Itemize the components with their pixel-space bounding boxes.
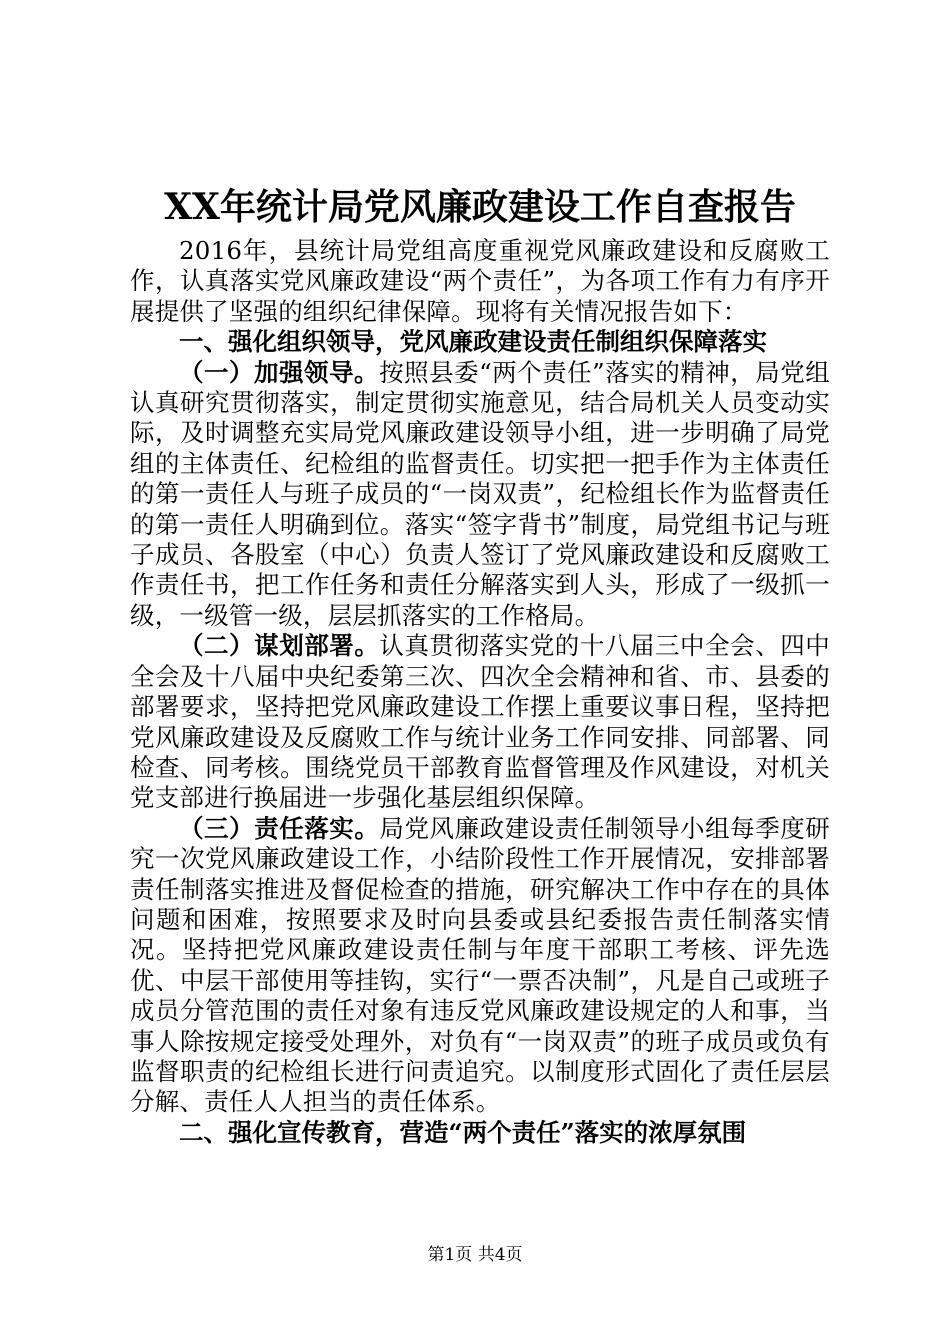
section-3-body: 局党风廉政建设责任制领导小组每季度研究一次党风廉政建设工作，小结阶段性工作开展情况，安排部署责任制落实推进及督促检查的措施，研究解决工作中存在的具体问题和困难，按照要求及时向县委或县纪委报告责任制落实情况。坚持把党风廉政建设责任制与年度干部职工考核、评先选优、中层干部使用等挂钩，实行“一票否决制”，凡是自己或班子成员分管范围的责任对象有违反党风廉政建设规定的人和事，当事人除按规定接受处理外，对负有“一岗双责”的班子成员或负有监督职责的纪检组长进行问责追究。以制度形式固化了责任层层分解、责任人人担当的责任体系。 [130, 813, 830, 1117]
document-title: XX年统计局党风廉政建设工作自查报告 [164, 186, 796, 228]
section-heading-1: 一、强化组织领导，党风廉政建设责任制组织保障落实 [179, 327, 767, 357]
section-3-paragraph [130, 814, 830, 1118]
section-heading-2: 二、强化宣传教育，营造“两个责任”落实的浓厚氛围 [179, 1117, 747, 1147]
section-1-paragraph [130, 358, 830, 632]
page-total: 共4页 [477, 1245, 523, 1265]
section-2-subheading: （二）谋划部署。 [179, 631, 380, 661]
document-page [130, 178, 830, 1148]
section-3-subheading: （三）责任落实。 [179, 813, 380, 843]
section-2-body: 认真贯彻落实党的十八届三中全会、四中全会及十八届中央纪委第三次、四次全会精神和省、市、县委的部署要求，坚持把党风廉政建设工作摆上重要议事日程，坚持把党风廉政建设及反腐败工作与统计业务工作同安排、同部署、同检查、同考核。围绕党员干部教育监督管理及作风建设，对机关党支部进行换届进一步强化基层组织保障。 [130, 631, 830, 813]
section-1-body: 按照县委“两个责任”落实的精神，局党组认真研究贯彻落实，制定贯彻实施意见，结合局机关人员变动实际，及时调整充实局党风廉政建设领导小组，进一步明确了局党组的主体责任、纪检组的监督责任。切实把一把手作为主体责任的第一责任人与班子成员的“一岗双责”，纪检组长作为监督责任的第一责任人明确到位。落实“签字背书”制度，局党组书记与班子成员、各股室（中心）负责人签订了党风廉政建设和反腐败工作责任书，把工作任务和责任分解落实到人头，形成了一级抓一级，一级管一级，层层抓落实的工作格局。 [130, 357, 830, 630]
page-footer [0, 1243, 950, 1267]
section-2-paragraph [130, 631, 830, 813]
page-number: 第1页 [427, 1245, 473, 1265]
section-1-subheading: （一）加强领导。 [179, 357, 380, 387]
intro-paragraph: 2016年，县统计局党组高度重视党风廉政建设和反腐败工作，认真落实党风廉政建设“两个责任”，为各项工作有力有序开展提供了坚强的组织纪律保障。现将有关情况报告如下： [130, 236, 830, 326]
